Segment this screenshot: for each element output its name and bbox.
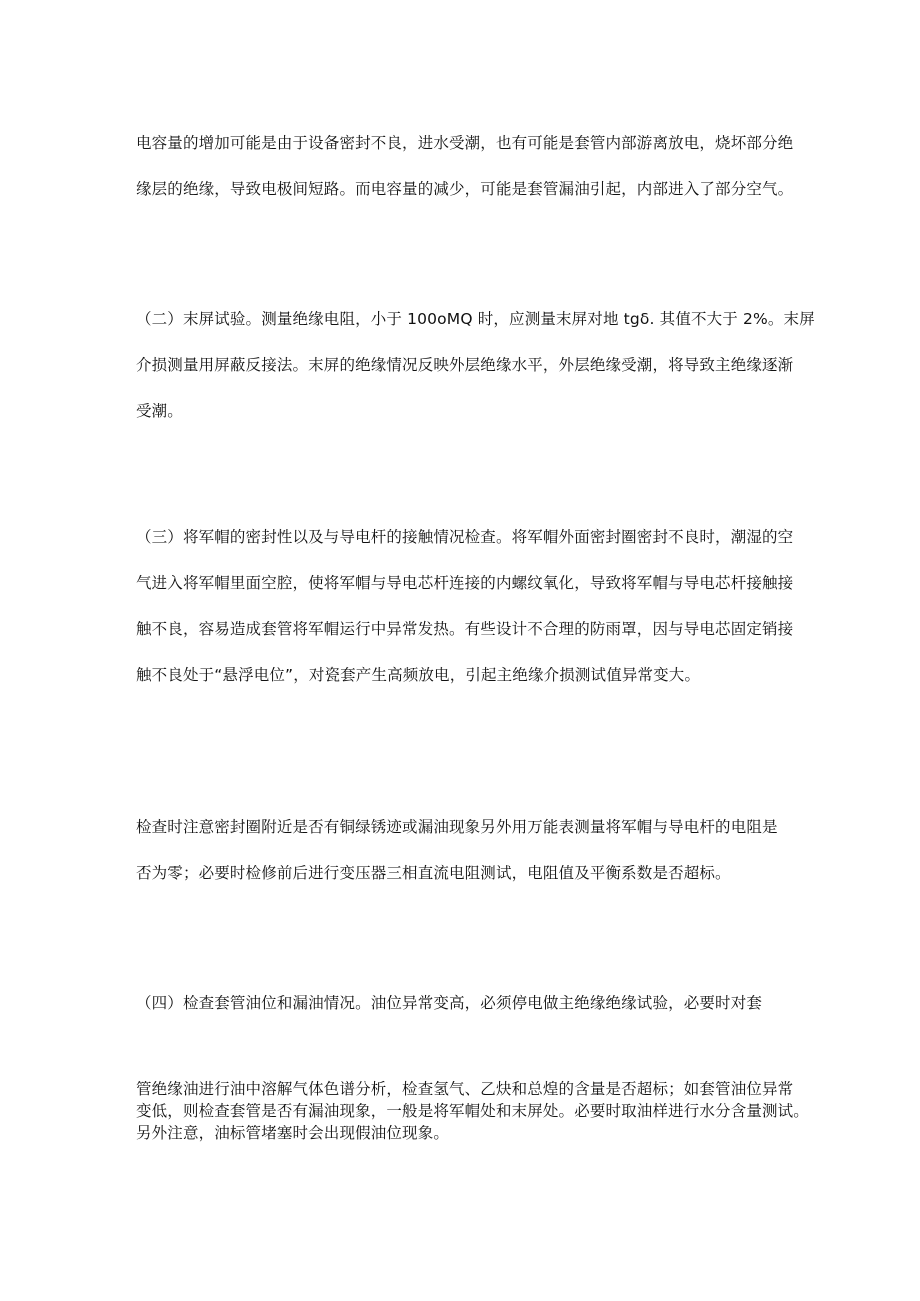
text-line: （二）末屏试验。测量绝缘电阻，小于 100oMQ 时，应测量末屏对地 tgδ. 其值不大于 2%。末屏: [136, 310, 815, 328]
paragraph-end-screen-test: [136, 296, 815, 434]
text-line: 气进入将军帽里面空腔，使将军帽与导电芯杆连接的内螺纹氧化，导致将军帽与导电芯杆接触接: [136, 574, 794, 592]
paragraph-oil-level-body: [136, 1078, 809, 1144]
text-line: 变低，则检查套管是否有漏油现象，一般是将军帽处和末屏处。必要时取油样进行水分含量测试。: [136, 1102, 809, 1120]
text-line: 管绝缘油进行油中溶解气体色谱分析，检查氢气、乙炔和总煌的含量是否超标；如套管油位异常: [136, 1080, 794, 1098]
paragraph-oil-level-heading-line: [136, 992, 796, 1014]
paragraph-capacitance: [136, 120, 796, 212]
text-line: 介损测量用屏蔽反接法。末屏的绝缘情况反映外层绝缘水平，外层绝缘受潮，将导致主绝缘逐渐: [136, 356, 794, 374]
paragraph-inspection-notes: [136, 804, 796, 896]
text-line: 另外注意，油标管堵塞时会出现假油位现象。: [136, 1124, 450, 1142]
text-line: （三）将军帽的密封性以及与导电杆的接触情况检查。将军帽外面密封圈密封不良时，潮湿的空: [136, 528, 794, 546]
text-line: 触不良处于“悬浮电位”，对瓷套产生高频放电，引起主绝缘介损测试值异常变大。: [136, 666, 701, 684]
paragraph-cap-seal-check: [136, 514, 796, 698]
text-line: 电容量的增加可能是由于设备密封不良，进水受潮，也有可能是套管内部游离放电，烧坏部分绝: [136, 134, 794, 152]
text-line: （四）检查套管油位和漏油情况。油位异常变高，必须停电做主绝缘绝缘试验，必要时对套: [136, 994, 763, 1012]
text-line: 触不良，容易造成套管将军帽运行中异常发热。有些设计不合理的防雨罩，因与导电芯固定销接: [136, 620, 794, 638]
text-line: 否为零；必要时检修前后进行变压器三相直流电阻测试，电阻值及平衡系数是否超标。: [136, 864, 731, 882]
text-line: 受潮。: [136, 402, 183, 420]
text-line: 检查时注意密封圈附近是否有铜绿锈迹或漏油现象另外用万能表测量将军帽与导电杆的电阻是: [136, 818, 778, 836]
text-line: 缘层的绝缘，导致电极间短路。而电容量的减少，可能是套管漏油引起，内部进入了部分空气。: [136, 180, 794, 198]
